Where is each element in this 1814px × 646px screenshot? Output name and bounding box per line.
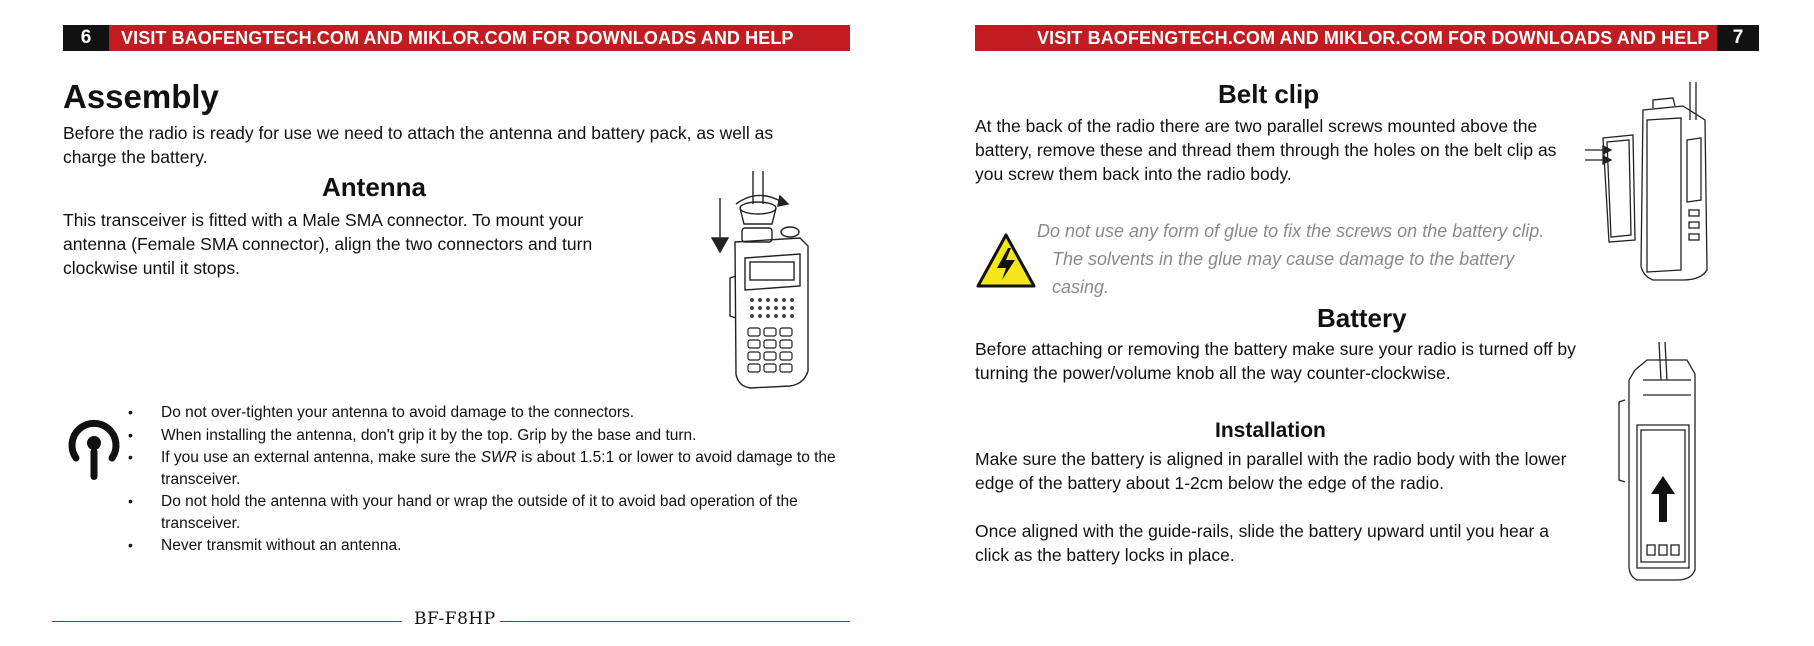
belt-clip-heading: Belt clip xyxy=(1218,79,1320,109)
warning-line-3: casing. xyxy=(1052,277,1110,297)
antenna-body: This transceiver is fitted with a Male SMA connector. To mount your antenna (Female SMA connector), align the two connectors and turn clockwise until it stops. xyxy=(63,210,593,278)
tip-icon xyxy=(64,418,124,484)
tip-item: • Do not hold the antenna with your hand or wrap the outside of it to avoid bad operation of the transceiver. xyxy=(123,491,853,534)
header-banner xyxy=(975,25,1759,51)
banner-text: VISIT BAOFENGTECH.COM AND MIKLOR.COM FOR DOWNLOADS AND HELP xyxy=(109,25,850,51)
tip-item: • If you use an external antenna, make sure the SWR is about 1.5:1 or lower to avoid damage to the transceiver. xyxy=(123,447,853,490)
installation-body-2: Once aligned with the guide-rails, slide the battery upward until you hear a click as the battery locks in place. xyxy=(975,521,1549,565)
installation-heading: Installation xyxy=(1215,419,1326,442)
installation-body-1: Make sure the battery is aligned in parallel with the radio body with the lower edge of the battery about 1-2cm below the edge of the radio. xyxy=(975,449,1567,493)
battery-body: Before attaching or removing the battery make sure your radio is turned off by turning the power/volume knob all the way counter-clockwise. xyxy=(975,339,1576,383)
tips-list xyxy=(123,402,853,558)
right-page xyxy=(907,0,1814,646)
belt-clip-illustration xyxy=(1583,80,1713,285)
antenna-heading: Antenna xyxy=(322,172,426,202)
header-banner xyxy=(63,25,850,51)
belt-clip-body: At the back of the radio there are two parallel screws mounted above the battery, remove these and thread them through the holes on the belt clip as you screw them back into the radio body. xyxy=(975,116,1557,184)
battery-heading: Battery xyxy=(1317,303,1407,333)
battery-illustration xyxy=(1607,340,1707,590)
warning-line-1: Do not use any form of glue to fix the screws on the battery clip. xyxy=(1037,221,1545,241)
banner-text: VISIT BAOFENGTECH.COM AND MIKLOR.COM FOR DOWNLOADS AND HELP xyxy=(975,25,1717,51)
footer-rule xyxy=(52,621,402,622)
page-number: 7 xyxy=(1717,25,1759,51)
antenna-mount-illustration xyxy=(700,166,840,391)
page-title: Assembly xyxy=(63,78,219,115)
warning-icon xyxy=(975,232,1037,290)
tip-item: • When installing the antenna, don't grip it by the top. Grip by the base and turn. xyxy=(123,425,853,447)
footer-model: BF-F8HP xyxy=(414,609,496,629)
tip-item: • Never transmit without an antenna. xyxy=(123,535,853,557)
footer-rule xyxy=(500,621,850,622)
page-number: 6 xyxy=(63,25,109,51)
tip-item: • Do not over-tighten your antenna to avoid damage to the connectors. xyxy=(123,402,853,424)
warning-line-2: The solvents in the glue may cause damage to the battery xyxy=(1052,249,1515,269)
intro-text: Before the radio is ready for use we need to attach the antenna and battery pack, as well as charge the battery. xyxy=(63,123,774,167)
